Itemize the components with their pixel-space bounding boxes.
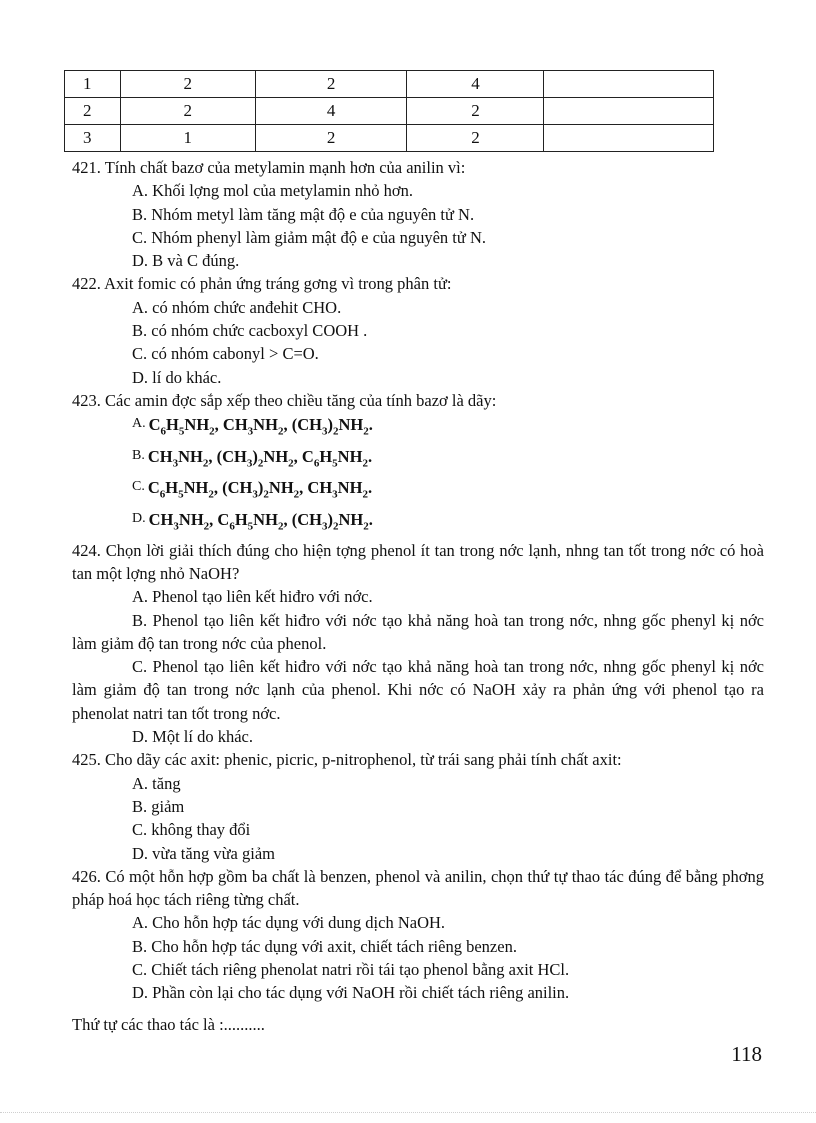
question-423 — [72, 389, 764, 539]
question-421 — [72, 156, 764, 272]
table-cell: 2 — [407, 125, 544, 152]
table-cell — [544, 98, 714, 125]
question-422-stem: 422. Axit fomic có phản ứng tráng gơng vì trong phân tử: — [72, 274, 452, 294]
question-426 — [72, 865, 764, 1036]
question-list — [72, 156, 764, 1036]
question-426-stem: 426. Có một hỗn hợp gồm ba chất là benzen, phenol và anilin, chọn thứ tự thao tác đúng để bằng phơng pháp hoá học tách riêng từng chất. — [72, 866, 764, 910]
question-424-option-a: A. Phenol tạo liên kết hiđro với nớc. — [132, 587, 373, 607]
table-cell: 2 — [255, 125, 407, 152]
table-cell: 2 — [407, 98, 544, 125]
question-421-option-a: A. Khối lợng mol của metylamin nhỏ hơn. — [132, 181, 413, 201]
question-425-option-b: B. giảm — [132, 796, 185, 816]
bottom-divider — [0, 1112, 816, 1113]
question-424-option-d: D. Một lí do khác. — [132, 727, 253, 747]
question-424-stem: 424. Chọn lời giải thích đúng cho hiện tợng phenol ít tan trong nớc lạnh, nhng tan tốt trong nớc có hoà tan một lợng nhỏ NaOH? — [72, 540, 764, 583]
question-423-option-c — [72, 475, 764, 507]
question-422-option-a: A. có nhóm chức anđehit CHO. — [132, 297, 342, 317]
question-424-option-b: B. Phenol tạo liên kết hiđro với nớc tạo khả năng hoà tan trong nớc, nhng gốc phenyl kị nớc làm giảm độ tan trong nớc của phenol. — [72, 610, 764, 653]
table-row — [65, 71, 714, 98]
question-421-option-b: B. Nhóm metyl làm tăng mật độ e của nguyên tử N. — [132, 204, 475, 224]
question-423-stem: 423. Các amin đợc sắp xếp theo chiều tăng của tính bazơ là dãy: — [72, 390, 497, 410]
table-cell: 2 — [255, 71, 407, 98]
option-c-label: C. — [132, 479, 145, 495]
answer-table — [64, 70, 714, 152]
formula-a: $C_6H_5NH_2$, $CH_3NH_2$, $(CH_3)_2NH_2$. — [148, 415, 373, 438]
table-cell: 2 — [65, 98, 121, 125]
question-423-option-d — [72, 507, 764, 539]
question-421-stem: 421. Tính chất bazơ của metylamin mạnh hơn của anilin vì: — [72, 158, 466, 177]
option-a-label: A. — [132, 416, 146, 432]
table-cell: 2 — [120, 71, 255, 98]
question-421-option-d: D. B và C đúng. — [132, 251, 240, 271]
question-421-option-c: C. Nhóm phenyl làm giảm mật độ e của nguyên tử N. — [132, 227, 487, 247]
table-row — [65, 125, 714, 152]
formula-c: $C_6H_5NH_2$, $(CH_3)_2NH_2$, $CH_3NH_2$. — [147, 478, 373, 501]
question-423-option-b — [72, 444, 764, 476]
option-b-label: B. — [132, 447, 145, 463]
question-426-option-b: B. Cho hỗn hợp tác dụng với axit, chiết tách riêng benzen. — [132, 936, 517, 956]
question-422-option-b: B. có nhóm chức cacboxyl COOH . — [132, 321, 368, 341]
question-422-option-d: D. lí do khác. — [132, 367, 222, 387]
question-424-option-c: C. Phenol tạo liên kết hiđro với nớc tạo khả năng hoà tan trong nớc, nhng gốc phenyl kị nớc làm giảm độ tan trong nớc lạnh của phenol. Khi nớc có NaOH xảy ra phản ứng với phenol tạo ra phenolat natri tan tốt trong nớc. — [72, 657, 764, 723]
question-424 — [72, 539, 764, 749]
table-cell — [544, 125, 714, 152]
formula-d: $CH_3NH_2$, $C_6H_5NH_2$, $(CH_3)_2NH_2$. — [148, 510, 373, 533]
question-426-option-d: D. Phần còn lại cho tác dụng với NaOH rồi chiết tách riêng anilin. — [132, 983, 570, 1003]
table-cell: 4 — [407, 71, 544, 98]
question-426-closing: Thứ tự các thao tác là :.......... — [72, 1014, 265, 1034]
table-cell: 1 — [65, 71, 121, 98]
question-425-option-c: C. không thay đổi — [132, 820, 251, 840]
table-cell: 2 — [120, 98, 255, 125]
question-425-stem: 425. Cho dãy các axit: phenic, picric, p-nitrophenol, từ trái sang phải tính chất axit: — [72, 750, 622, 770]
question-426-option-a: A. Cho hỗn hợp tác dụng với dung dịch NaOH. — [132, 913, 446, 933]
question-422 — [72, 272, 764, 388]
option-d-label: D. — [132, 511, 146, 527]
table-cell: 1 — [120, 125, 255, 152]
formula-b: $CH_3NH_2$, $(CH_3)_2NH_2$, $C_6H_5NH_2$. — [147, 446, 373, 470]
question-423-option-a — [72, 412, 764, 444]
question-425 — [72, 748, 764, 864]
table-row — [65, 98, 714, 125]
page-number: 118 — [731, 1042, 762, 1066]
question-425-option-a: A. tăng — [132, 773, 181, 793]
question-426-option-c: C. Chiết tách riêng phenolat natri rồi tái tạo phenol bằng axit HCl. — [132, 959, 570, 979]
table-cell — [544, 71, 714, 98]
table-cell: 4 — [255, 98, 407, 125]
table-cell: 3 — [65, 125, 121, 152]
question-425-option-d: D. vừa tăng vừa giảm — [132, 843, 275, 863]
question-422-option-c: C. có nhóm cabonyl > C=O. — [132, 344, 319, 364]
